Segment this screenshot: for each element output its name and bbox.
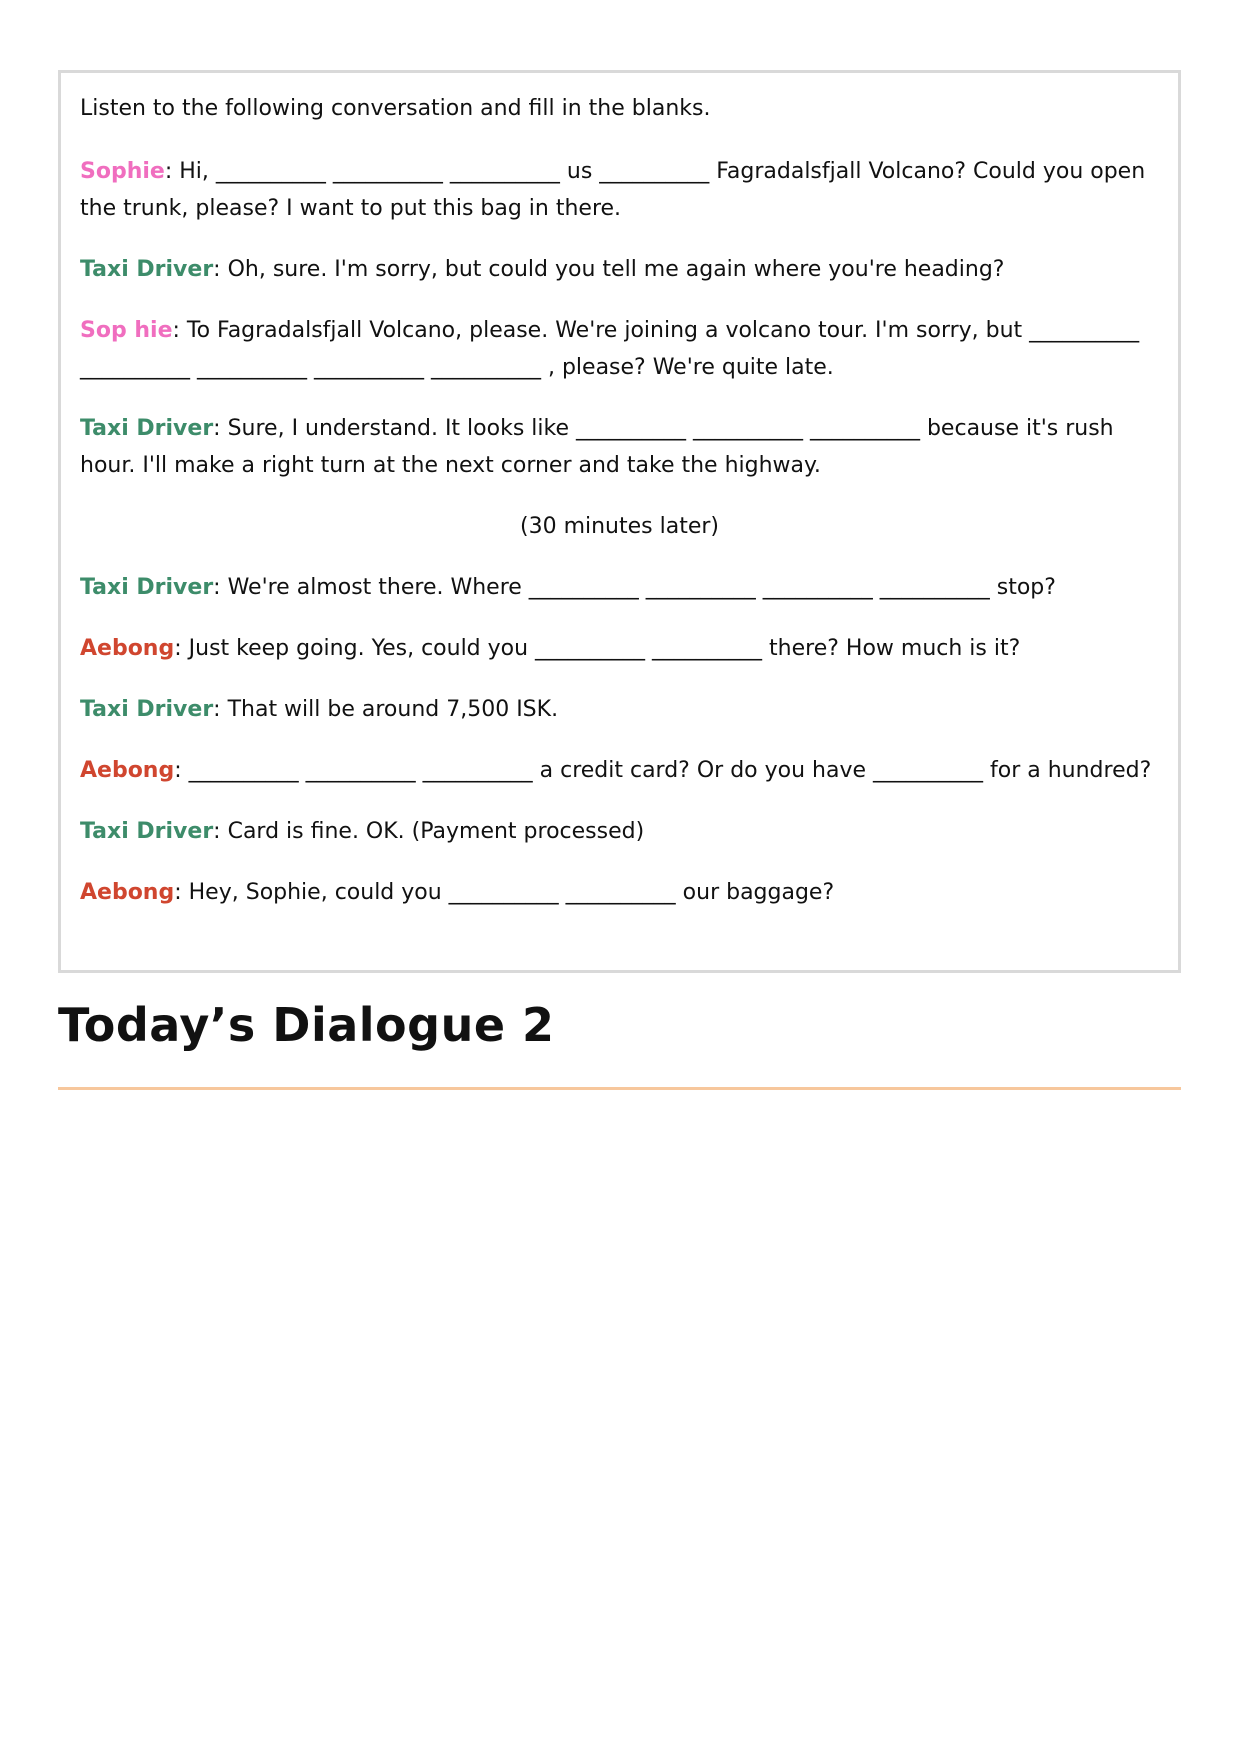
dialogue-line <box>80 153 1159 227</box>
dialogue-line <box>80 874 1159 911</box>
dialogue-line <box>80 251 1159 288</box>
speaker-name: Sop hie <box>80 318 173 343</box>
line-text: : __________ __________ __________ a credit card? Or do you have __________ for a hundred? <box>174 758 1152 783</box>
speaker-name: Taxi Driver <box>80 697 214 722</box>
speaker-name: Aebong <box>80 636 175 661</box>
dialogue-line <box>80 630 1159 667</box>
speaker-name: Taxi Driver <box>80 819 214 844</box>
line-text: : Just keep going. Yes, could you __________ __________ there? How much is it? <box>174 636 1021 661</box>
exercise-box <box>58 70 1181 973</box>
speaker-name: Sophie <box>80 159 165 184</box>
line-text: : We're almost there. Where __________ __________ __________ __________ stop? <box>213 575 1056 600</box>
line-text: : Hey, Sophie, could you __________ __________ our baggage? <box>174 880 835 905</box>
line-text: : Hi, __________ __________ __________ us __________ Fagradalsfjall Volcano? Could you open the trunk, please? I want to put this bag in there. <box>80 159 1146 221</box>
dialogue-line <box>80 752 1159 789</box>
line-text: : To Fagradalsfjall Volcano, please. We're joining a volcano tour. I'm sorry, but __________ __________ __________ __________ __________ , please? We're quite late. <box>80 318 1140 380</box>
line-text: : That will be around 7,500 ISK. <box>213 697 559 722</box>
dialogue-line <box>80 569 1159 606</box>
section-divider <box>58 1087 1181 1090</box>
speaker-name: Taxi Driver <box>80 416 214 441</box>
line-text: : Card is fine. OK. (Payment processed) <box>213 819 645 844</box>
dialogue-line <box>80 691 1159 728</box>
speaker-name: Aebong <box>80 758 175 783</box>
section-title: Today’s Dialogue 2 <box>58 998 555 1052</box>
speaker-name: Taxi Driver <box>80 257 214 282</box>
line-text: (30 minutes later) <box>520 514 719 539</box>
exercise-instruction: Listen to the following conversation and fill in the blanks. <box>80 96 711 121</box>
stage-direction <box>80 508 1159 545</box>
line-text: : Oh, sure. I'm sorry, but could you tell me again where you're heading? <box>213 257 1005 282</box>
dialogue-line <box>80 312 1159 386</box>
dialogue-line <box>80 410 1159 484</box>
line-text: : Sure, I understand. It looks like __________ __________ __________ because it's rush hour. I'll make a right turn at the next corner and take the highway. <box>80 416 1114 478</box>
speaker-name: Aebong <box>80 880 175 905</box>
speaker-name: Taxi Driver <box>80 575 214 600</box>
dialogue-line <box>80 813 1159 850</box>
